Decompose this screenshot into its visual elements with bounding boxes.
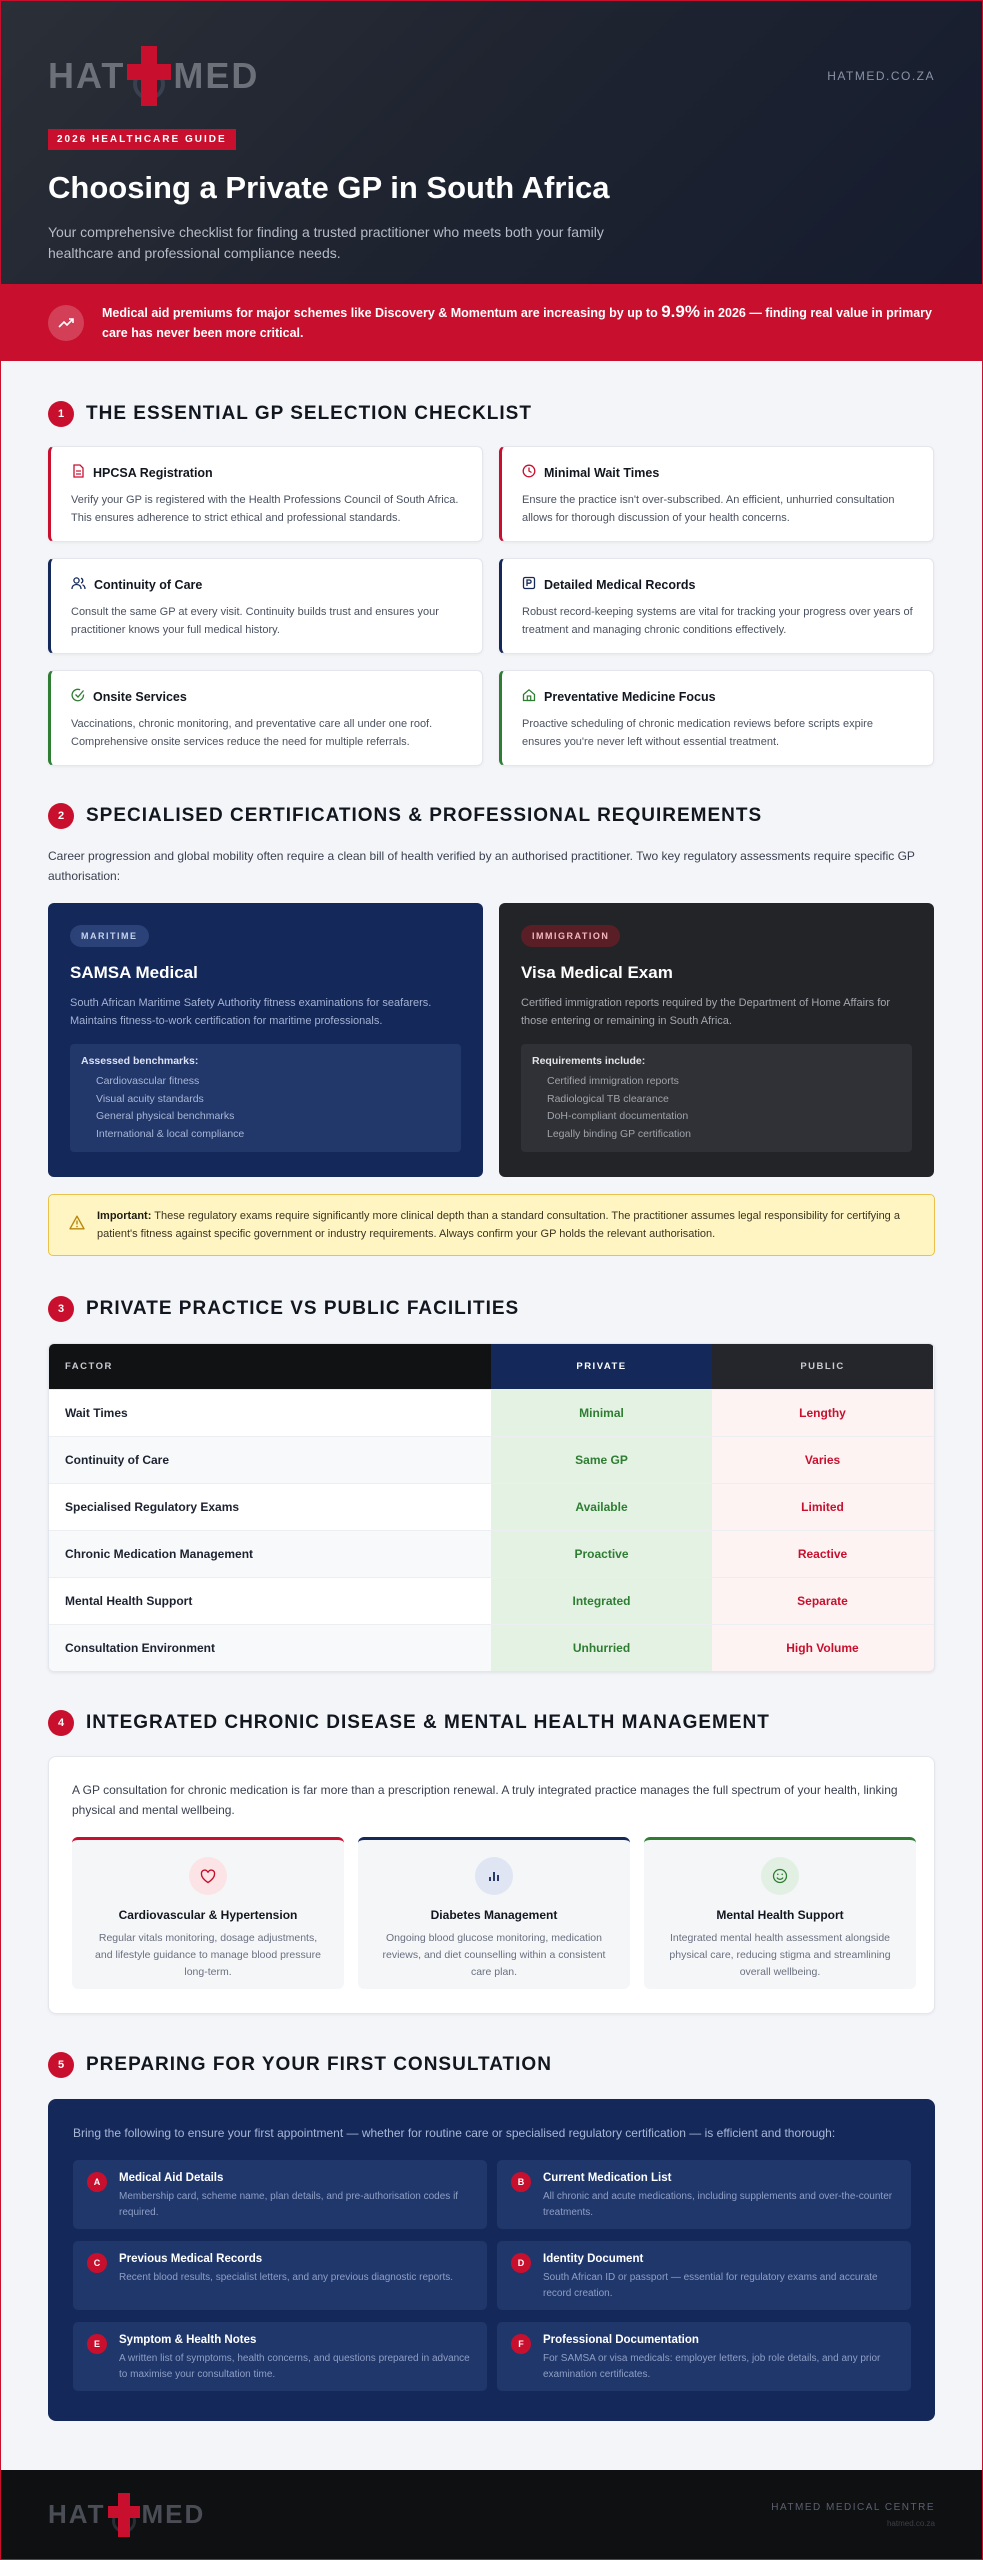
notice-text: These regulatory exams require significantly more clinical depth than a standard consultation. The practitioner assumes legal responsibility for certifying a patient's fitness against specific government or industry requirements. Always confirm your GP holds the relevant authorisation. xyxy=(97,1210,900,1240)
records-icon xyxy=(522,576,536,593)
alert-figure: 9.9% xyxy=(661,302,700,321)
section-chronic-care xyxy=(1,1672,982,2014)
item-title: Medical Aid Details xyxy=(119,2172,224,2184)
table-row xyxy=(49,1436,934,1483)
public-cell: Lengthy xyxy=(712,1390,933,1436)
public-cell: Limited xyxy=(712,1484,933,1530)
alert-text-before: Medical aid premiums for major schemes like Discovery & Momentum are increasing by up to xyxy=(102,306,658,320)
section-title: PREPARING FOR YOUR FIRST CONSULTATION xyxy=(86,2054,552,2075)
footer-site-link[interactable]: hatmed.co.za xyxy=(886,2518,935,2528)
cert-description: Certified immigration reports required by the Department of Home Affairs for those entering or remaining in South Africa. xyxy=(521,997,891,1027)
logo-text-left: HAT xyxy=(48,55,126,96)
heart-icon xyxy=(189,1857,227,1895)
card-title: Minimal Wait Times xyxy=(544,465,660,480)
chronic-care-panel xyxy=(48,1756,935,2014)
table-row xyxy=(49,1389,934,1436)
column-header: FACTOR xyxy=(49,1344,491,1389)
private-cell: Proactive xyxy=(491,1531,712,1577)
table-row xyxy=(49,1483,934,1530)
item-letter-badge: D xyxy=(511,2253,531,2273)
public-cell: High Volume xyxy=(712,1625,933,1671)
section-title: THE ESSENTIAL GP SELECTION CHECKLIST xyxy=(86,403,532,424)
users-icon xyxy=(71,576,86,593)
mental-health-card xyxy=(644,1837,916,1989)
requirements-title: Requirements include: xyxy=(532,1055,646,1067)
card-title: Onsite Services xyxy=(93,689,187,704)
card-body: Verify your GP is registered with the Health Professions Council of South Africa. This ensures adherence to strict ethical and professional standards. xyxy=(71,494,459,524)
notice-label: Important: xyxy=(97,1210,152,1222)
prep-item xyxy=(497,2322,911,2391)
list-item: General physical benchmarks xyxy=(96,1110,235,1122)
prep-lead: Bring the following to ensure your first appointment — whether for routine care or specialised regulatory certification — is efficient and thorough: xyxy=(73,2126,836,2140)
list-item: Visual acuity standards xyxy=(96,1092,204,1105)
logo-text-right: MED xyxy=(141,2499,206,2529)
important-notice xyxy=(48,1194,935,1256)
section-number: 4 xyxy=(48,1710,74,1736)
card-title: Cardiovascular & Hypertension xyxy=(118,1908,298,1922)
logo-text-right: MED xyxy=(173,55,260,96)
benchmarks-box xyxy=(70,1044,461,1152)
cert-title: SAMSA Medical xyxy=(70,963,198,982)
item-title: Symptom & Health Notes xyxy=(119,2334,257,2346)
smile-icon xyxy=(761,1857,799,1895)
card-title: Diabetes Management xyxy=(430,1908,558,1922)
consultation-prep-panel xyxy=(48,2099,935,2421)
private-cell: Same GP xyxy=(491,1437,712,1483)
section-title: INTEGRATED CHRONIC DISEASE & MENTAL HEALTH MANAGEMENT xyxy=(86,1712,770,1733)
public-cell: Reactive xyxy=(712,1531,933,1577)
bar-chart-icon xyxy=(475,1857,513,1895)
card-title: Mental Health Support xyxy=(716,1908,844,1922)
benchmarks-title: Assessed benchmarks: xyxy=(81,1055,199,1067)
comparison-table xyxy=(48,1343,935,1672)
cardiovascular-card xyxy=(72,1837,344,1989)
alert-text xyxy=(102,302,935,343)
card-body: Robust record-keeping systems are vital for tracking your progress over years of treatment and managing chronic conditions effectively. xyxy=(522,606,913,636)
list-item: Cardiovascular fitness xyxy=(96,1075,200,1087)
item-title: Current Medication List xyxy=(543,2172,672,2184)
item-letter-badge: C xyxy=(87,2253,107,2273)
checklist-card xyxy=(499,446,934,542)
clock-icon xyxy=(522,464,536,481)
checklist-card xyxy=(499,670,934,766)
card-title: Detailed Medical Records xyxy=(544,577,696,592)
page-title: Choosing a Private GP in South Africa xyxy=(48,170,610,205)
diabetes-card xyxy=(358,1837,630,1989)
home-icon xyxy=(522,688,536,705)
category-pill: IMMIGRATION xyxy=(521,925,620,947)
section-comparison xyxy=(1,1256,982,1672)
prep-item xyxy=(497,2160,911,2229)
samsa-card xyxy=(48,903,483,1177)
medical-cross-icon xyxy=(108,2493,140,2537)
card-body: Vaccinations, chronic monitoring, and preventative care all under one roof. Comprehensive onsite services reduce the need for multiple referrals. xyxy=(71,718,433,748)
item-title: Identity Document xyxy=(543,2253,644,2265)
item-title: Previous Medical Records xyxy=(119,2253,263,2265)
item-description: A written list of symptoms, health concerns, and questions prepared in advance to maximise your consultation time. xyxy=(119,2353,470,2380)
chronic-lead: A GP consultation for chronic medication is far more than a prescription renewal. A truly integrated practice manages the full spectrum of your health, linking physical and mental wellbeing. xyxy=(72,1783,898,1817)
list-item: Radiological TB clearance xyxy=(547,1092,669,1105)
column-header: PUBLIC xyxy=(712,1344,933,1389)
list-item: Certified immigration reports xyxy=(547,1075,679,1087)
private-cell: Available xyxy=(491,1484,712,1530)
private-cell: Unhurried xyxy=(491,1625,712,1671)
column-header: PRIVATE xyxy=(491,1344,712,1389)
requirements-box xyxy=(521,1044,912,1152)
prep-item xyxy=(497,2241,911,2310)
item-description: For SAMSA or visa medicals: employer letters, job role details, and any prior examination certificates. xyxy=(543,2353,881,2380)
section-number: 1 xyxy=(48,401,74,427)
card-title: HPCSA Registration xyxy=(93,465,213,480)
logo-text-left: HAT xyxy=(48,2499,106,2529)
checklist-card xyxy=(499,558,934,654)
factor-cell: Consultation Environment xyxy=(49,1625,491,1671)
card-body: Proactive scheduling of chronic medication reviews before scripts expire ensures you're never left without essential treatment. xyxy=(522,718,873,748)
section-title: PRIVATE PRACTICE VS PUBLIC FACILITIES xyxy=(86,1298,520,1319)
item-letter-badge: F xyxy=(511,2334,531,2354)
card-body: Ensure the practice isn't over-subscribed. An efficient, unhurried consultation allows for thorough discussion of your health concerns. xyxy=(522,494,895,524)
prep-item xyxy=(73,2241,487,2310)
category-pill: MARITIME xyxy=(70,925,149,947)
table-row xyxy=(49,1577,934,1624)
document-icon xyxy=(71,464,85,481)
private-cell: Minimal xyxy=(491,1390,712,1436)
private-cell: Integrated xyxy=(491,1578,712,1624)
factor-cell: Mental Health Support xyxy=(49,1578,491,1624)
page-footer xyxy=(1,2470,982,2560)
section-number: 2 xyxy=(48,803,74,829)
item-title: Professional Documentation xyxy=(543,2334,699,2346)
public-cell: Varies xyxy=(712,1437,933,1483)
card-title: Continuity of Care xyxy=(94,577,203,592)
cert-title: Visa Medical Exam xyxy=(521,963,673,982)
list-item: Legally binding GP certification xyxy=(547,1127,691,1140)
cert-description: South African Maritime Safety Authority fitness examinations for seafarers. Maintains fitness-to-work certification for maritime professionals. xyxy=(70,997,432,1027)
list-item: DoH-compliant documentation xyxy=(547,1110,689,1122)
footer-logo[interactable] xyxy=(48,2485,205,2545)
section-number: 5 xyxy=(48,2052,74,2078)
medical-cross-icon xyxy=(127,46,171,106)
prep-item xyxy=(73,2322,487,2391)
visa-medical-card xyxy=(499,903,934,1177)
footer-brand: HATMED MEDICAL CENTRE xyxy=(771,2501,935,2513)
checklist-card xyxy=(48,670,483,766)
item-letter-badge: B xyxy=(511,2172,531,2192)
item-letter-badge: A xyxy=(87,2172,107,2192)
warning-icon xyxy=(69,1215,85,1235)
alert-text-after: in 2026 — finding real value in primary care has never been more critical. xyxy=(102,306,932,340)
certifications-intro: Career progression and global mobility often require a clean bill of health verified by an authorised practitioner. Two key regulatory assessments require specific GP authorisation: xyxy=(48,849,915,883)
item-description: Membership card, scheme name, plan details, and pre-authorisation codes if required. xyxy=(119,2191,459,2218)
section-certifications xyxy=(1,766,982,1256)
checklist-card xyxy=(48,558,483,654)
item-description: All chronic and acute medications, including supplements and over-the-counter treatments. xyxy=(543,2191,893,2218)
premium-alert-banner xyxy=(1,284,982,361)
card-body: Regular vitals monitoring, dosage adjustments, and lifestyle guidance to manage blood pressure long-term. xyxy=(95,1932,321,1978)
trending-up-icon xyxy=(48,305,84,341)
hero-header xyxy=(1,0,982,284)
table-header-row xyxy=(49,1344,934,1389)
section-title: SPECIALISED CERTIFICATIONS & PROFESSIONAL REQUIREMENTS xyxy=(86,805,763,826)
factor-cell: Specialised Regulatory Exams xyxy=(49,1484,491,1530)
check-circle-icon xyxy=(71,688,85,705)
item-description: South African ID or passport — essential for regulatory exams and accurate record creation. xyxy=(543,2272,878,2299)
section-number: 3 xyxy=(48,1296,74,1322)
item-description: Recent blood results, specialist letters, and any previous diagnostic reports. xyxy=(119,2272,454,2283)
guide-badge: 2026 HEALTHCARE GUIDE xyxy=(48,129,236,150)
section-first-consultation xyxy=(1,2014,982,2470)
table-row xyxy=(49,1624,934,1671)
card-title: Preventative Medicine Focus xyxy=(544,689,716,704)
card-body: Consult the same GP at every visit. Continuity builds trust and ensures your practitioner knows your full medical history. xyxy=(71,606,439,636)
brand-logo[interactable] xyxy=(48,46,259,106)
card-body: Ongoing blood glucose monitoring, medication reviews, and diet counselling within a consistent care plan. xyxy=(382,1932,606,1978)
public-cell: Separate xyxy=(712,1578,933,1624)
site-link[interactable]: HATMED.CO.ZA xyxy=(827,69,935,83)
page-subtitle: Your comprehensive checklist for finding a trusted practitioner who meets both your family healthcare and professional compliance needs. xyxy=(48,224,604,261)
prep-item xyxy=(73,2160,487,2229)
factor-cell: Wait Times xyxy=(49,1390,491,1436)
factor-cell: Continuity of Care xyxy=(49,1437,491,1483)
factor-cell: Chronic Medication Management xyxy=(49,1531,491,1577)
list-item: International & local compliance xyxy=(96,1127,245,1140)
section-checklist xyxy=(1,361,982,766)
checklist-card xyxy=(48,446,483,542)
card-body: Integrated mental health assessment alongside physical care, reducing stigma and streamlining overall wellbeing. xyxy=(669,1932,891,1978)
item-letter-badge: E xyxy=(87,2334,107,2354)
table-row xyxy=(49,1530,934,1577)
